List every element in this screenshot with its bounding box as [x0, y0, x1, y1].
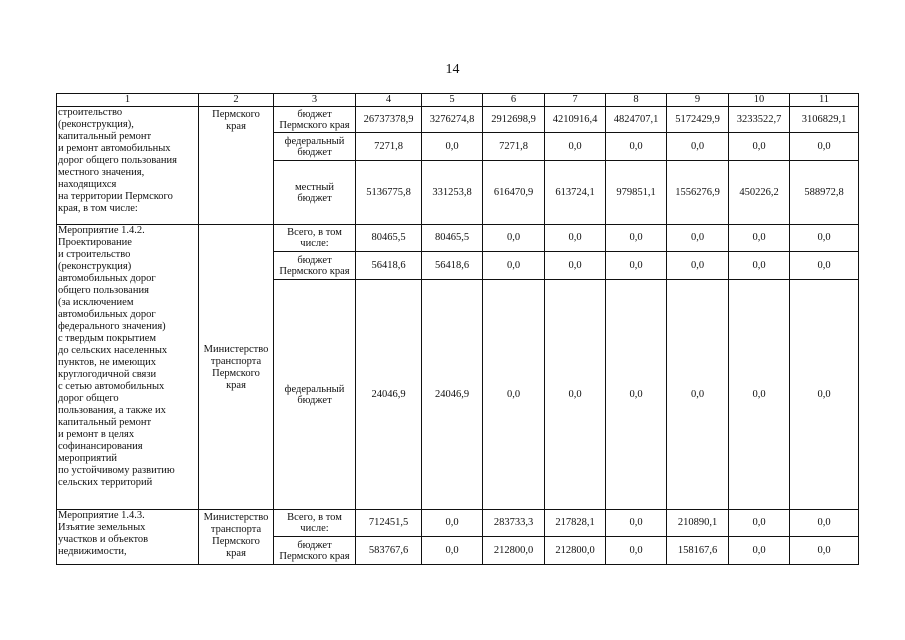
value-cell: 3276274,8 — [422, 107, 483, 133]
value-cell: 0,0 — [606, 225, 667, 252]
value-cell: 217828,1 — [545, 510, 606, 537]
value-cell: 0,0 — [606, 280, 667, 510]
funding-source: бюджет Пермского края — [274, 252, 356, 280]
value-cell: 0,0 — [667, 280, 729, 510]
value-cell: 3233522,7 — [729, 107, 790, 133]
table-row — [57, 510, 859, 537]
executor-cell: Министерство транспорта Пермского края — [199, 510, 274, 565]
value-cell: 0,0 — [729, 133, 790, 161]
executor-cell: Министерство транспорта Пермского края — [199, 225, 274, 510]
activity-description: Мероприятие 1.4.2. Проектирование и строительство (реконструкция) автомобильных дорог общего пользования (за исключением автомобильных дорог федерального значения) с твердым покрытием до сельских населенных пунктов, не имеющих круглогодичной связи с сетью автомобильных дорог общего пользования, а также их капитальный ремонт и ремонт в целях софинансирования мероприятий по устойчивому развитию сельских территорий — [57, 225, 199, 510]
value-cell: 5172429,9 — [667, 107, 729, 133]
value-cell: 0,0 — [729, 537, 790, 565]
value-cell: 712451,5 — [356, 510, 422, 537]
funding-source: бюджет Пермского края — [274, 107, 356, 133]
value-cell: 0,0 — [790, 280, 859, 510]
funding-source: Всего, в том числе: — [274, 510, 356, 537]
column-number: 2 — [199, 94, 274, 107]
value-cell: 331253,8 — [422, 161, 483, 225]
value-cell: 0,0 — [606, 510, 667, 537]
value-cell: 212800,0 — [483, 537, 545, 565]
funding-source: федеральный бюджет — [274, 133, 356, 161]
value-cell: 24046,9 — [422, 280, 483, 510]
value-cell: 4210916,4 — [545, 107, 606, 133]
value-cell: 212800,0 — [545, 537, 606, 565]
funding-source: бюджет Пермского края — [274, 537, 356, 565]
funding-source: местный бюджет — [274, 161, 356, 225]
value-cell: 0,0 — [483, 280, 545, 510]
activity-description: Мероприятие 1.4.3. Изъятие земельных участков и объектов недвижимости, — [57, 510, 199, 565]
value-cell: 613724,1 — [545, 161, 606, 225]
value-cell: 80465,5 — [422, 225, 483, 252]
value-cell: 24046,9 — [356, 280, 422, 510]
value-cell: 0,0 — [422, 537, 483, 565]
column-number: 6 — [483, 94, 545, 107]
value-cell: 26737378,9 — [356, 107, 422, 133]
value-cell: 0,0 — [606, 133, 667, 161]
value-cell: 0,0 — [545, 225, 606, 252]
value-cell: 616470,9 — [483, 161, 545, 225]
executor-cell: Пермского края — [199, 107, 274, 225]
column-number: 10 — [729, 94, 790, 107]
value-cell: 7271,8 — [483, 133, 545, 161]
value-cell: 0,0 — [790, 252, 859, 280]
value-cell: 0,0 — [667, 133, 729, 161]
column-number: 8 — [606, 94, 667, 107]
column-number: 9 — [667, 94, 729, 107]
column-number: 7 — [545, 94, 606, 107]
value-cell: 56418,6 — [356, 252, 422, 280]
value-cell: 0,0 — [790, 133, 859, 161]
budget-table — [56, 93, 859, 565]
value-cell: 158167,6 — [667, 537, 729, 565]
value-cell: 0,0 — [729, 280, 790, 510]
value-cell: 56418,6 — [422, 252, 483, 280]
value-cell: 0,0 — [729, 510, 790, 537]
value-cell: 450226,2 — [729, 161, 790, 225]
value-cell: 0,0 — [790, 537, 859, 565]
value-cell: 0,0 — [422, 510, 483, 537]
value-cell: 583767,6 — [356, 537, 422, 565]
value-cell: 0,0 — [422, 133, 483, 161]
value-cell: 0,0 — [483, 252, 545, 280]
value-cell: 80465,5 — [356, 225, 422, 252]
column-number: 5 — [422, 94, 483, 107]
value-cell: 0,0 — [606, 537, 667, 565]
value-cell: 979851,1 — [606, 161, 667, 225]
value-cell: 588972,8 — [790, 161, 859, 225]
funding-source: федеральный бюджет — [274, 280, 356, 510]
table-row — [57, 225, 859, 252]
value-cell: 0,0 — [790, 225, 859, 252]
value-cell: 4824707,1 — [606, 107, 667, 133]
value-cell: 283733,3 — [483, 510, 545, 537]
value-cell: 210890,1 — [667, 510, 729, 537]
value-cell: 3106829,1 — [790, 107, 859, 133]
value-cell: 0,0 — [790, 510, 859, 537]
column-number: 11 — [790, 94, 859, 107]
value-cell: 0,0 — [729, 225, 790, 252]
value-cell: 5136775,8 — [356, 161, 422, 225]
column-number-row — [57, 94, 859, 107]
value-cell: 1556276,9 — [667, 161, 729, 225]
page-number: 14 — [445, 62, 460, 77]
funding-source: Всего, в том числе: — [274, 225, 356, 252]
value-cell: 0,0 — [545, 280, 606, 510]
column-number: 4 — [356, 94, 422, 107]
value-cell: 0,0 — [667, 252, 729, 280]
value-cell: 0,0 — [729, 252, 790, 280]
value-cell: 0,0 — [545, 252, 606, 280]
column-number: 3 — [274, 94, 356, 107]
table-row — [57, 107, 859, 133]
value-cell: 0,0 — [483, 225, 545, 252]
value-cell: 2912698,9 — [483, 107, 545, 133]
value-cell: 7271,8 — [356, 133, 422, 161]
value-cell: 0,0 — [545, 133, 606, 161]
value-cell: 0,0 — [606, 252, 667, 280]
column-number: 1 — [57, 94, 199, 107]
activity-description: строительство (реконструкция), капитальный ремонт и ремонт автомобильных дорог общего пользования местного значения, находящихся на территории Пермского края, в том числе: — [57, 107, 199, 225]
value-cell: 0,0 — [667, 225, 729, 252]
